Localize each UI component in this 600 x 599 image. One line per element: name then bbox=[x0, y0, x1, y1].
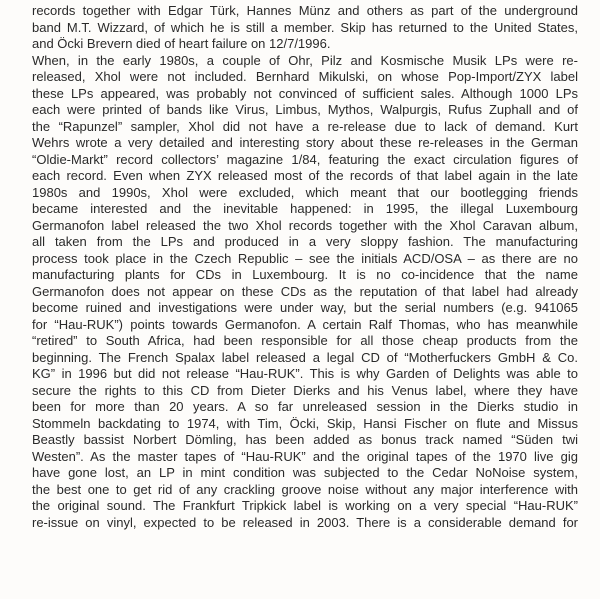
text-line: the best one to get rid of any crackling groove noise without any major interference with bbox=[32, 481, 578, 497]
text-line: these LPs appeared, was probably not convinced of sufficient sales. Although 1000 LPs bbox=[32, 85, 578, 101]
text-line: process took place in the Czech Republic – see the initials ACD/OSA – as there are no bbox=[32, 250, 578, 266]
text-line: manufacturing plants for CDs in Luxembourg. It is no co-incidence that the name bbox=[32, 267, 578, 282]
text-line: been for more than 20 years. A so far unreleased session in the Dierks studio in bbox=[32, 399, 578, 414]
text-line: “Oldie-Markt” record collectors’ magazine 1/84, featuring the exact circulation figures of bbox=[32, 151, 578, 167]
text-line: Westen”. As the master tapes of “Hau-RUK” and the original tapes of the 1970 live gig bbox=[32, 448, 578, 464]
text-line: “retired” to South Africa, had been responsible for all those cheap products from the bbox=[32, 333, 578, 348]
text-line: Germanofon does not appear on these CDs as the reputation of that label had already bbox=[32, 283, 578, 299]
text-line: became interested and the inevitable happened: in 1995, the illegal Luxembourg bbox=[32, 201, 578, 216]
text-line: and Öcki Brevern died of heart failure on 12/7/1996. bbox=[32, 36, 331, 51]
text-line: secure the rights to this CD from Dieter Dierks and his Venus label, where they have bbox=[32, 382, 578, 398]
text-line: beginning. The French Spalax label released a legal CD of “Motherfuckers GmbH & Co. bbox=[32, 349, 578, 365]
text-line: become ruined and investigations were under way, but the serial numbers (e.g. 941065 bbox=[32, 300, 578, 315]
text-line: all taken from the LPs and produced in a very sloppy fashion. The manufacturing bbox=[32, 234, 578, 249]
text-line: the “Rapunzel” sampler, Xhol did not have a re-release due to lack of demand. Kurt bbox=[32, 118, 578, 134]
text-line: for “Hau-RUK”) points towards Germanofon. A certain Ralf Thomas, who has meanwhile bbox=[32, 316, 578, 332]
body-text bbox=[32, 3, 578, 531]
text-line: Wehrs wrote a very detailed and interesting story about these re-releases in the German bbox=[32, 135, 578, 150]
text-line: Stommeln backdating to 1974, with Tim, Öcki, Skip, Hansi Fischer on flute and Missus bbox=[32, 415, 578, 431]
text-line: 1980s and 1990s, Xhol were excluded, which meant that our bootlegging friends bbox=[32, 184, 578, 200]
text-line: each were printed of bands like Virus, Limbus, Mythos, Walpurgis, Rufus Zuphall and of bbox=[32, 102, 578, 117]
text-line: released, Xhol were not included. Bernhard Mikulski, on whose Pop-Import/ZYX label bbox=[32, 69, 578, 84]
text-line: Germanofon label released the two Xhol records together with the Xhol Caravan album, bbox=[32, 217, 578, 233]
text-line: Beastly bassist Norbert Dömling, has been added as bonus track named “Süden twi bbox=[32, 432, 578, 447]
text-line: KG” in 1996 but did not release “Hau-RUK”. This is why Garden of Delights was able to bbox=[32, 366, 578, 381]
text-line: When, in the early 1980s, a couple of Ohr, Pilz and Kosmische Musik LPs were re- bbox=[32, 52, 578, 68]
text-line: each record. Even when ZYX released most of the records of that label again in the late bbox=[32, 168, 578, 183]
text-line: have gone lost, an LP in mint condition was subjected to the Cedar NoNoise system, bbox=[32, 465, 578, 480]
text-line: records together with Edgar Türk, Hannes Münz and others as part of the underground bbox=[32, 3, 578, 18]
text-line: re-issue on vinyl, expected to be released in 2003. There is a considerable demand for bbox=[32, 514, 578, 530]
text-line: the original sound. The Frankfurt Tripkick label is working on a very special “Hau-RUK” bbox=[32, 498, 578, 513]
text-line: band M.T. Wizzard, of which he is still a member. Skip has returned to the United States, bbox=[32, 19, 578, 35]
